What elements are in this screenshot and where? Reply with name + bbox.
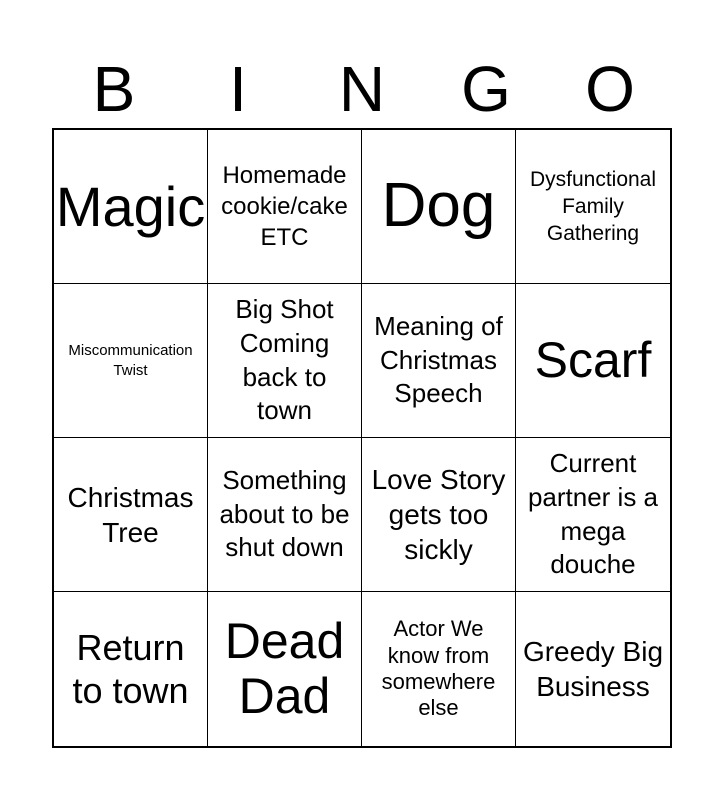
bingo-cell-4-2[interactable] [208, 592, 362, 746]
bingo-cell-label: Love Story gets too sickly [371, 464, 506, 565]
bingo-cell-label: Actor We know from somewhere else [381, 616, 496, 721]
bingo-board [52, 128, 672, 748]
bingo-cell-2-4[interactable] [516, 284, 670, 438]
bingo-cell-1-3[interactable] [362, 130, 516, 284]
bingo-cell-label: Dysfunctional Family Gathering [529, 167, 657, 246]
bingo-cell-2-1[interactable] [54, 284, 208, 438]
bingo-cell-label: Return to town [72, 626, 189, 711]
bingo-cell-1-4[interactable] [516, 130, 670, 284]
bingo-cell-2-3[interactable] [362, 284, 516, 438]
bingo-cell-4-4[interactable] [516, 592, 670, 746]
bingo-cell-label: Christmas Tree [67, 481, 194, 548]
bingo-cell-label: Meaning of Christmas Speech [374, 310, 503, 409]
header-letter-i: I [229, 53, 247, 125]
bingo-cell-3-2[interactable] [208, 438, 362, 592]
bingo-cell-label: Homemade cookie/cake ETC [221, 161, 348, 252]
bingo-cell-label: Scarf [534, 332, 652, 388]
bingo-cell-4-1[interactable] [54, 592, 208, 746]
bingo-cell-label: Magic [55, 174, 206, 238]
bingo-cell-3-3[interactable] [362, 438, 516, 592]
bingo-cell-label: Dog [381, 171, 496, 241]
bingo-cell-3-1[interactable] [54, 438, 208, 592]
bingo-cell-label: Big Shot Coming back to town [235, 293, 334, 426]
bingo-cell-label: Miscommunication Twist [68, 342, 193, 379]
bingo-cell-label: Something about to be shut down [219, 464, 350, 563]
bingo-cell-1-2[interactable] [208, 130, 362, 284]
bingo-cell-label: Dead Dad [224, 613, 345, 724]
header-letter-b: B [92, 53, 136, 125]
bingo-cell-4-3[interactable] [362, 592, 516, 746]
header-letter-g: G [461, 53, 511, 125]
bingo-cell-3-4[interactable] [516, 438, 670, 592]
bingo-cell-1-1[interactable] [54, 130, 208, 284]
header-letter-o: O [585, 53, 635, 125]
header-letter-n: N [338, 53, 386, 125]
bingo-cell-2-2[interactable] [208, 284, 362, 438]
bingo-header [52, 50, 672, 128]
bingo-cell-label: Greedy Big Business [522, 636, 664, 702]
bingo-cell-label: Current partner is a mega douche [527, 447, 659, 580]
